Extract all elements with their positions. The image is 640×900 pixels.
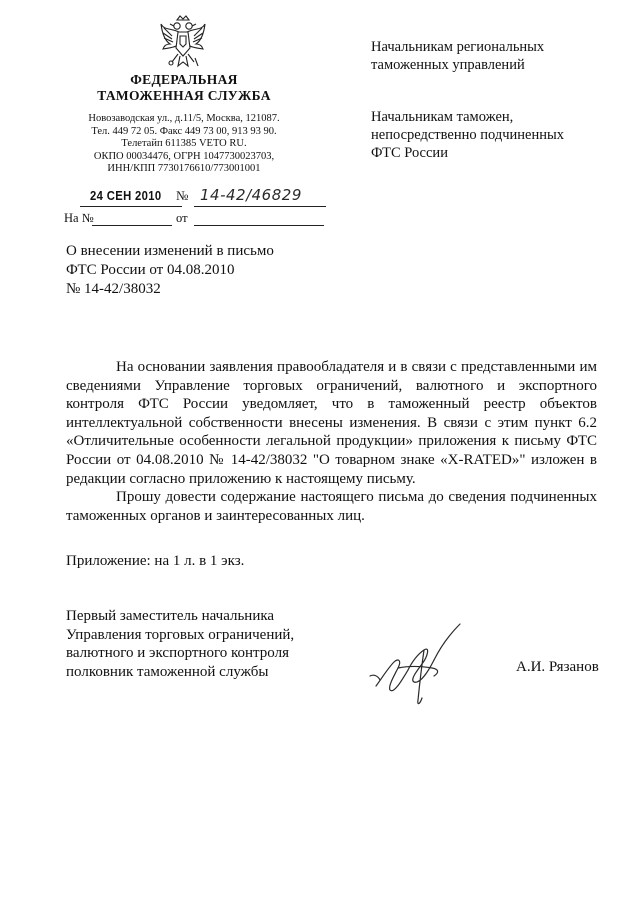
org-address: Новозаводская ул., д.11/5, Москва, 121087. — [88, 113, 280, 124]
signatory-line: Первый заместитель начальника — [66, 608, 275, 624]
registration-number-handwritten: 14-42/46829 — [200, 186, 302, 204]
recipient-line: Начальникам таможен, — [371, 109, 514, 125]
org-teletype: Телетайп 611385 VETO RU. — [121, 138, 247, 150]
reference-date-label: от — [176, 211, 188, 225]
organization-name — [60, 72, 308, 104]
body-paragraph-1: На основании заявления правообладателя и в связи с представленными им сведениями Управление торговых ограничений, валютного и экспортного контроля ФТС России уведомляет, что в таможенный реестр объектов интеллектуальной собственности внесены изменения. В связи с этим пункт 6.2 «Отличительные особенности легальной продукции» приложения к письму ФТС России от 04.08.2010 № 14-42/38032 "О товарном знаке «X-RATED»" изложен в редакции согласно приложению к настоящему письму. — [66, 359, 597, 487]
organization-contacts — [60, 113, 308, 176]
signer-name: А.И. Рязанов — [516, 659, 599, 675]
subject-line: № 14-42/38032 — [66, 281, 161, 297]
org-name-line1: ФЕДЕРАЛЬНАЯ — [130, 72, 238, 87]
subject-line: О внесении изменений в письмо — [66, 243, 274, 259]
org-inn: ИНН/КПП 7730176610/773001001 — [107, 163, 261, 175]
signatory-line: валютного и экспортного контроля — [66, 645, 289, 661]
reference-date-blank — [194, 225, 324, 226]
org-codes: ОКПО 00034476, ОГРН 1047730023703, — [93, 150, 275, 162]
handwritten-signature — [368, 620, 478, 712]
letter-subject — [66, 242, 274, 299]
body-paragraph-2: Прошу довести содержание настоящего письма до сведения подчиненных таможенных органов и заинтересованных лиц. — [66, 489, 597, 524]
recipient-line: Начальникам региональных — [371, 39, 545, 55]
recipient-line: ФТС России — [371, 145, 448, 161]
signatory-position — [66, 607, 294, 681]
org-phone: Тел. 449 72 05. Факс 449 73 00, 913 93 90. — [91, 125, 277, 137]
reference-number-blank — [92, 225, 172, 226]
recipient-line: таможенных управлений — [371, 57, 525, 73]
recipient-block-customs — [371, 108, 564, 162]
signatory-line: Управления торговых ограничений, — [66, 626, 295, 643]
signatory-line: полковник таможенной службы — [66, 663, 269, 680]
recipient-block-regional — [371, 38, 544, 74]
letter-body — [66, 358, 597, 525]
russian-coat-of-arms-icon — [158, 14, 208, 72]
registration-date-stamp: 24 СЕН 2010 — [90, 189, 162, 203]
registration-date-field — [80, 188, 182, 207]
registration-line — [64, 186, 324, 210]
reference-line — [64, 211, 324, 229]
subject-line: ФТС России от 04.08.2010 — [66, 262, 235, 278]
registration-number-field — [194, 188, 326, 207]
reference-number-label: На № — [64, 211, 94, 225]
attachment-note: Приложение: на 1 л. в 1 экз. — [66, 553, 245, 569]
org-name-line2: ТАМОЖЕННАЯ СЛУЖБА — [97, 88, 271, 103]
number-sign: № — [176, 188, 189, 203]
recipient-line: непосредственно подчиненных — [371, 127, 564, 143]
